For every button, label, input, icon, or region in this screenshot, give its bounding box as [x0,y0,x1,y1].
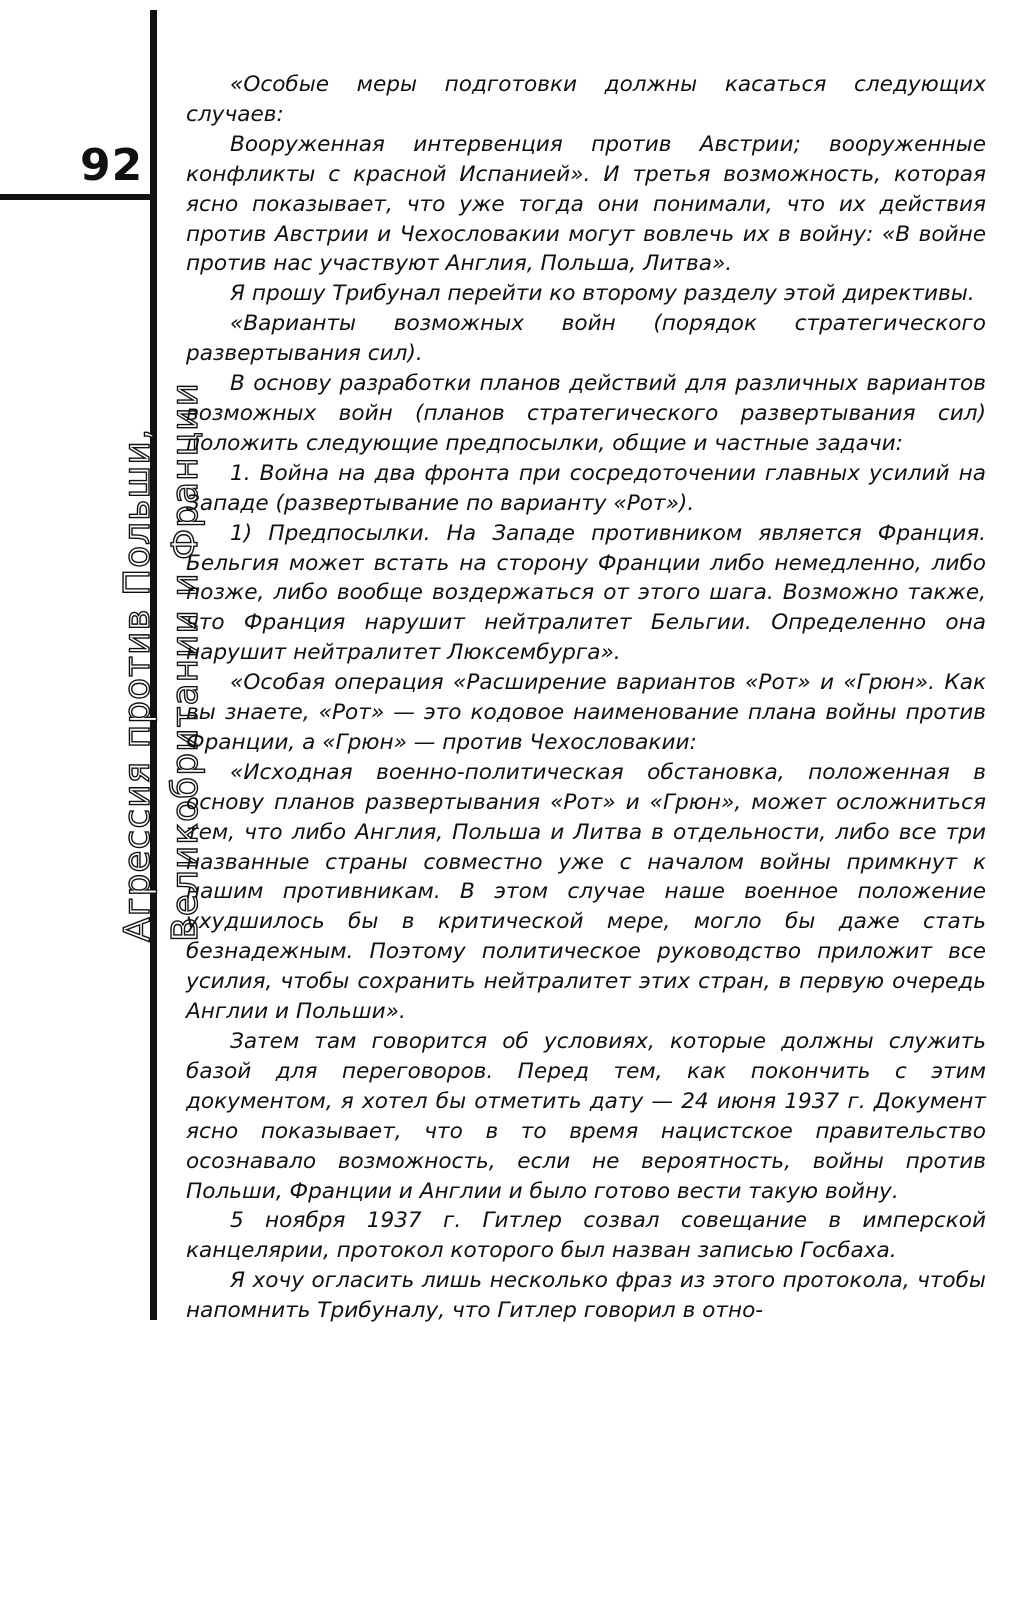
paragraph: Я прошу Трибунал перейти ко второму разделу этой директивы. [230,281,975,307]
paragraph: «Особые меры подготовки должны касаться следующих случаев: [186,72,986,127]
paragraph: В основу разработки планов действий для различных вариантов возможных войн (планов стратегического развертывания сил) положить следующие предпосылки, общие и частные задачи: [186,371,986,456]
paragraph: «Особая операция «Расширение вариантов «Рот» и «Грюн». Как вы знаете, «Рот» — это кодовое наименование плана войны против Франции, а «Грюн» — против Чехословакии: [186,670,986,755]
paragraph: Вооруженная интервенция против Австрии; вооруженные конфликты с красной Испанией». И третья возможность, которая ясно показывает, что уже тогда они понимали, что их действия против Австрии и Чехословакии могут вовлечь их в войну: «В войне против нас участвуют Англия, Польша, Литва». [186,131,986,277]
paragraph: «Варианты возможных войн (порядок стратегического развертывания сил). [186,311,986,367]
running-title-line-1: Агрессия против Польши, [117,427,158,942]
page-number: 92 [80,140,144,191]
running-title-line-2: Великобритании и Франции [165,382,206,942]
paragraph: Затем там говорится об условиях, которые должны служить базой для переговоров. Перед тем, как покончить с этим документом, я хотел бы отметить дату — 24 июня 1937 г. Документ ясно показывает, что в то время нацистское правительство осознавало возможность, если не вероятность, войны против Польши, Франции и Англии и было готово вести такую войну. [186,1029,986,1204]
paragraph: «Исходная военно-политическая обстановка, положенная в основу планов развертывания «Рот» и «Грюн», может осложниться тем, что либо Англия, Польша и Литва в отдельности, либо все три названные страны совместно уже с началом войны примкнут к нашим противникам. В этом случае наше военное положение ухудшилось бы в критической мере, могло бы даже стать безнадежным. Поэтому политическое руководство приложит все усилия, чтобы сохранить нейтралитет этих стран, в первую очередь Англии и Польши». [186,759,986,1025]
body-text [186,70,986,1326]
page-number-rule [0,194,150,200]
paragraph: Я хочу огласить лишь несколько фраз из этого протокола, чтобы напомнить Трибуналу, что Гитлер говорил в отно- [186,1268,986,1324]
paragraph: 1. Война на два фронта при сосредоточении главных усилий на Западе (развертывание по варианту «Рот»). [186,460,986,516]
paragraph: 1) Предпосылки. На Западе противником является Франция. Бельгия может встать на сторону Франции либо немедленно, либо позже, либо вообще воздержаться от этого шага. Возможно также, что Франция нарушит нейтралитет Бельгии. Определенно она нарушит нейтралитет Люксембурга». [186,520,986,666]
paragraph: 5 ноября 1937 г. Гитлер созвал совещание в имперской канцелярии, протокол которого был назван записью Госбаха. [186,1208,986,1264]
